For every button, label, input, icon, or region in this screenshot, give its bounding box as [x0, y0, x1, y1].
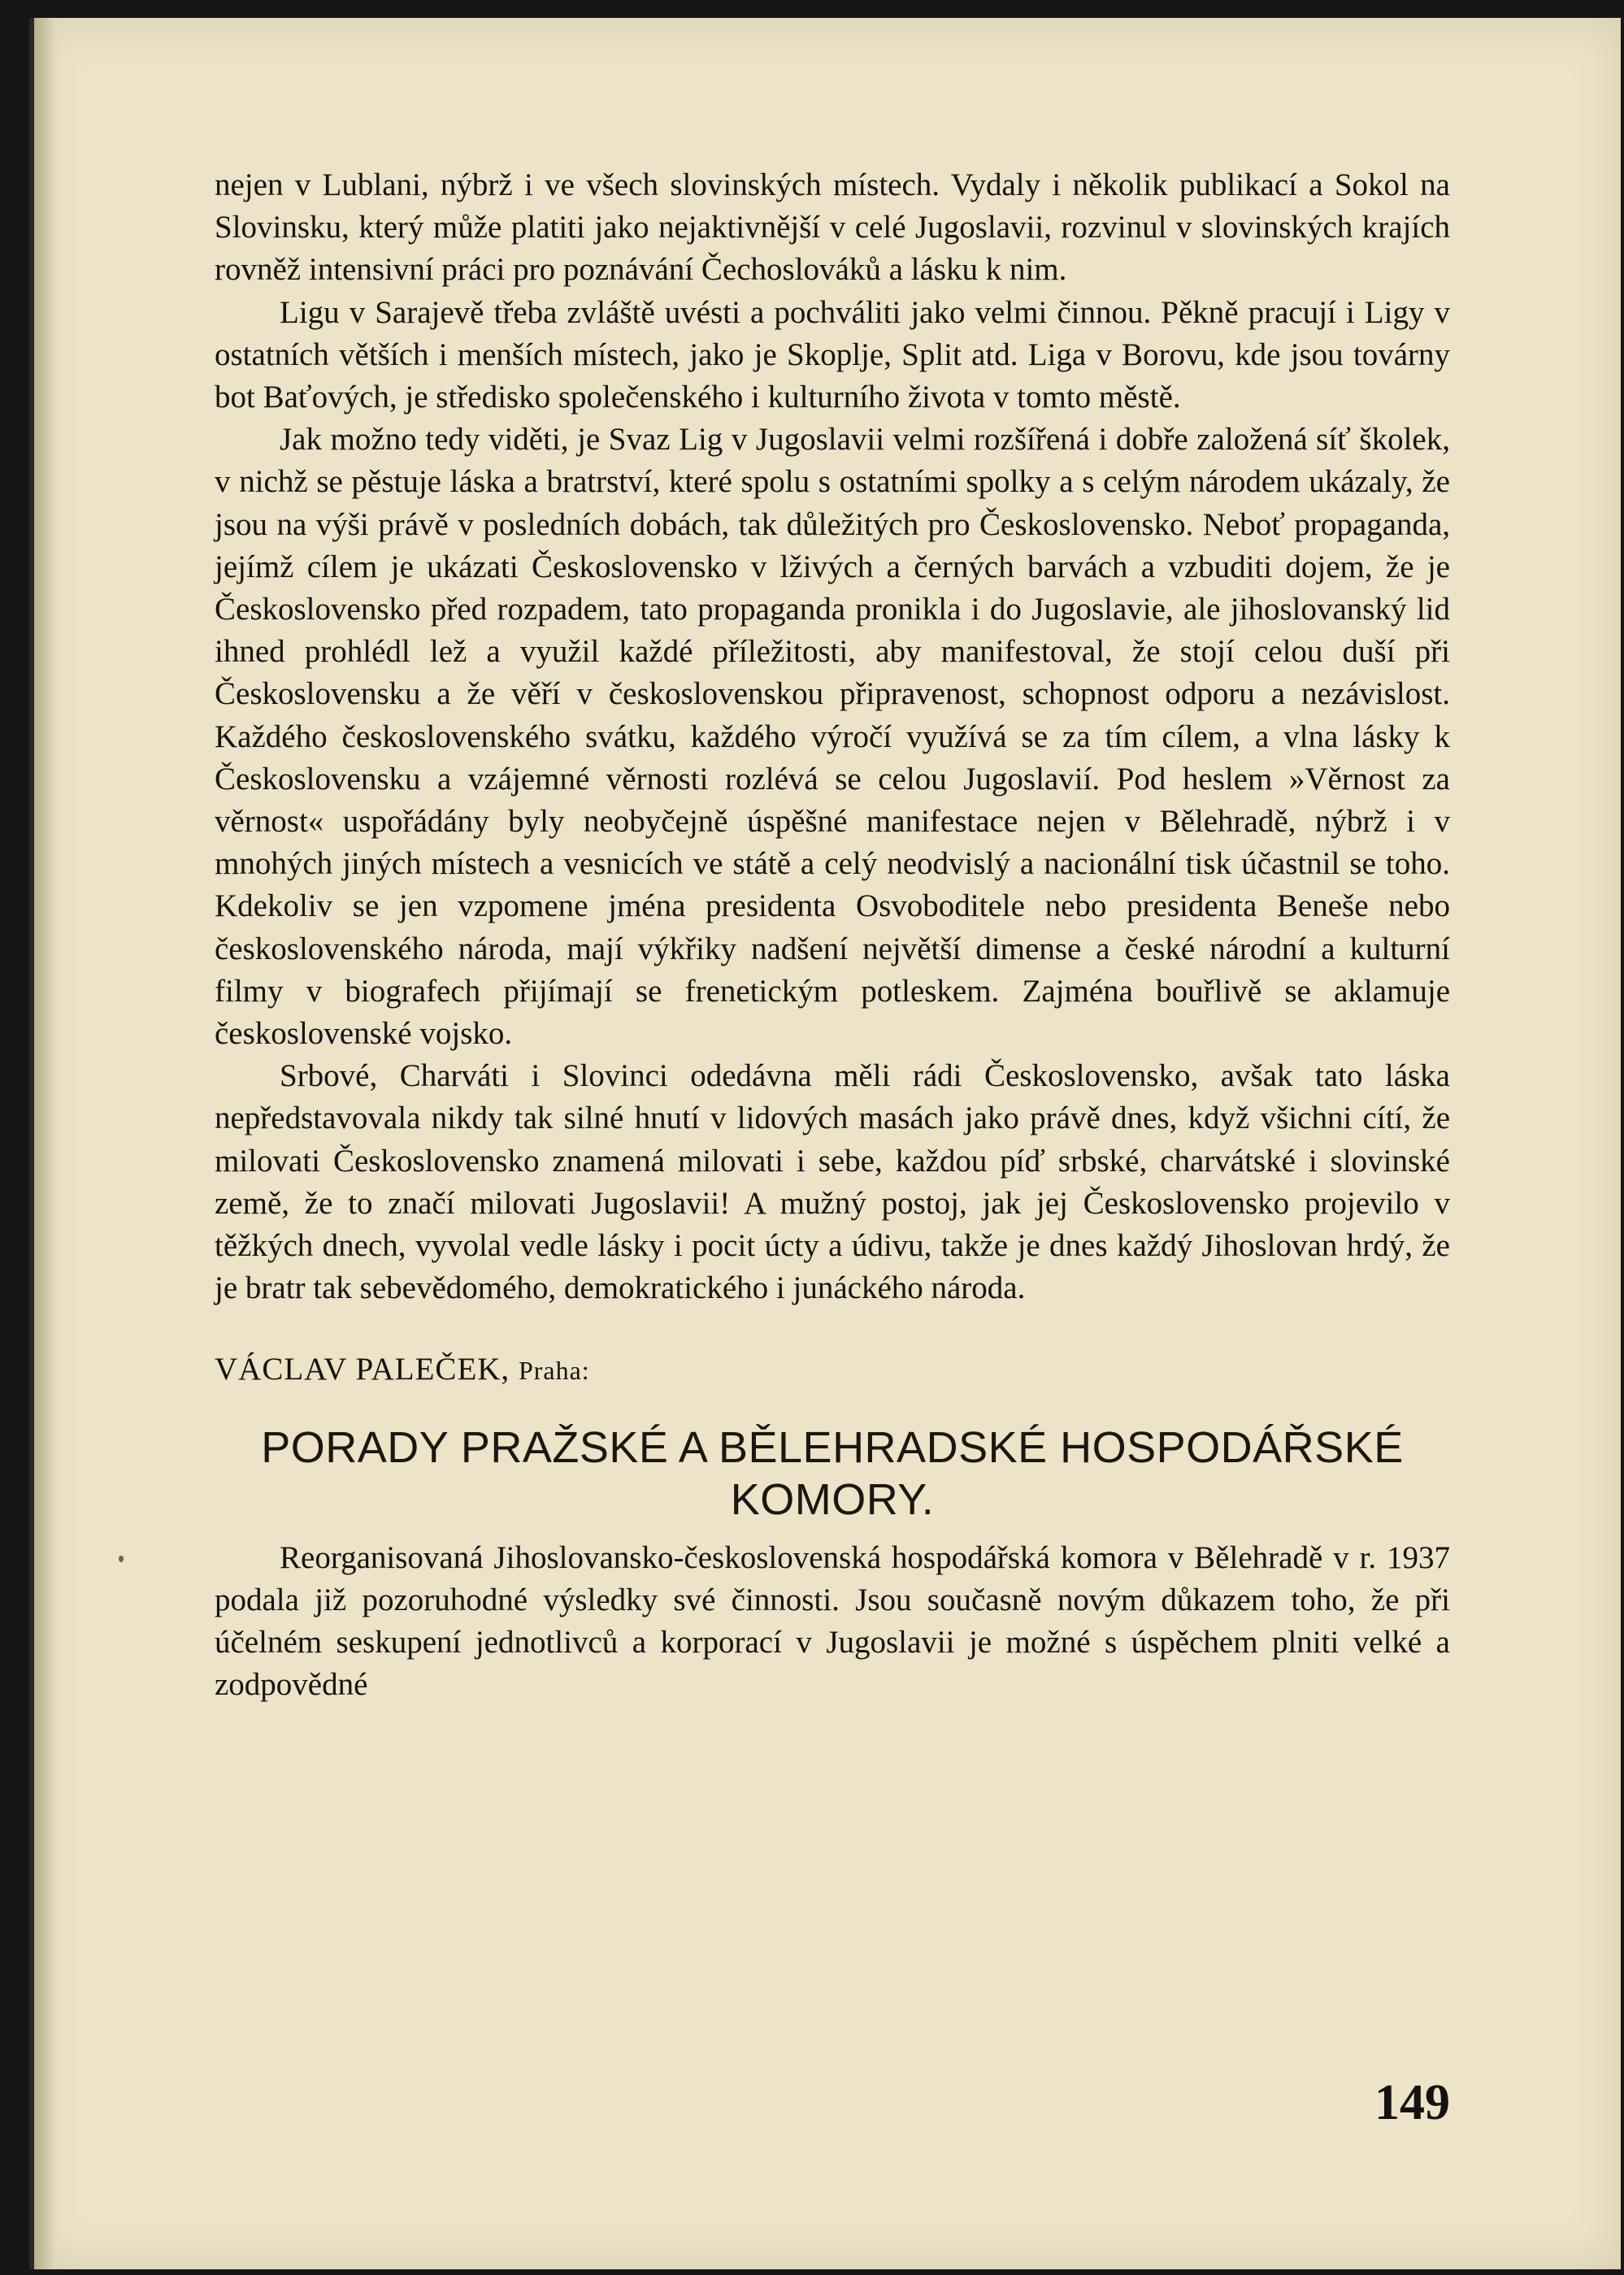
page-number: 149 [1374, 2075, 1450, 2130]
paragraph-continuation: nejen v Lublani, nýbrž i ve všech slovinských místech. Vydaly i několik publikací a Sokol na Slovinsku, který může platiti jako nejaktivnější v celé Jugoslavii, rozvinul v slovinských krajích rovněž intensivní práci pro poznávání Čechoslováků a lásku k nim. [215, 167, 1450, 288]
article-author [215, 1348, 1450, 1391]
paragraph-srbove: Srbové, Charváti i Slovinci odedávna měli rádi Československo, avšak tato láska nepředstavovala nikdy tak silné hnutí v lidových masách jako právě dnes, když všichni cítí, že milovati Československo znamená milovati i sebe, každou píď srbské, charvátské i slovinské země, že to značí milovati Jugoslavii! A mužný postoj, jak jej Československo projevilo v těžkých dnech, vyvolal vedle lásky i pocit úcty a údivu, takže je dnes každý Jihoslovan hrdý, že je bratr tak sebevědomého, demokratického i junáckého národa. [215, 1058, 1450, 1306]
author-name: VÁCLAV PALEČEK, [215, 1352, 510, 1387]
article-first-paragraph: Reorganisovaná Jihoslovansko-československá hospodářská komora v Bělehradě v r. 1937 podala již pozoruhodné výsledky své činnosti. Jsou současně novým důkazem toho, že při účelném seskupení jednotlivců a korporací v Jugoslavii je možné s úspěchem plniti velké a zodpovědné [215, 1539, 1450, 1703]
paper-speck [119, 1556, 124, 1562]
author-city: Praha: [518, 1356, 590, 1386]
book-page [29, 18, 1621, 2269]
paragraph-svaz-lig: Jak možno tedy viděti, je Svaz Lig v Jugoslavii velmi rozšířená i dobře založená síť školek, v nichž se pěstuje láska a bratrství, které spolu s ostatními spolky a s celým národem ukázaly, že jsou na výši právě v posledních dobách, tak důležitých pro Československo. Neboť propaganda, jejímž cílem je ukázati Československo v lživých a černých barvách a vzbuditi dojem, že je Československo před rozpadem, tato propaganda pronikla i do Jugoslavie, ale jihoslovanský lid ihned prohlédl lež a využil každé příležitosti, aby manifestoval, že stojí celou duší při Československu a že věří v československou připravenost, schopnost odporu a nezávislost. Každého československého svátku, každého výročí využívá se za tím cílem, a vlna lásky k Československu a vzájemné věrnosti rozlévá se celou Jugoslavií. Pod heslem »Věrnost za věrnost« uspořádány byly neobyčejně úspěšné manifestace nejen v Bělehradě, nýbrž i v mnohých jiných místech a vesnicích ve státě a celý neodvislý a nacionální tisk účastnil se toho. Kdekoliv se jen vzpomene jména presidenta Osvoboditele nebo presidenta Beneše nebo československého národa, mají výkřiky nadšení největší dimense a české národní a kulturní filmy v biografech přijímají se frenetickým potleskem. Zajména bouřlivě se aklamuje československé vojsko. [215, 422, 1450, 1052]
paragraph-sarajevo: Ligu v Sarajevě třeba zvláště uvésti a pochváliti jako velmi činnou. Pěkně pracují i Ligy v ostatních větších i menších místech, jako je Skoplje, Split atd. Liga v Borovu, kde jsou továrny bot Baťových, je středisko společenského i kulturního života v tomto městě. [215, 294, 1450, 415]
article-title: PORADY PRAŽSKÉ A BĚLEHRADSKÉ HOSPODÁŘSKÉ KOMORY. [261, 1422, 1404, 1524]
page-spine-shadow [34, 18, 55, 2269]
page-text-block [215, 164, 1450, 1707]
